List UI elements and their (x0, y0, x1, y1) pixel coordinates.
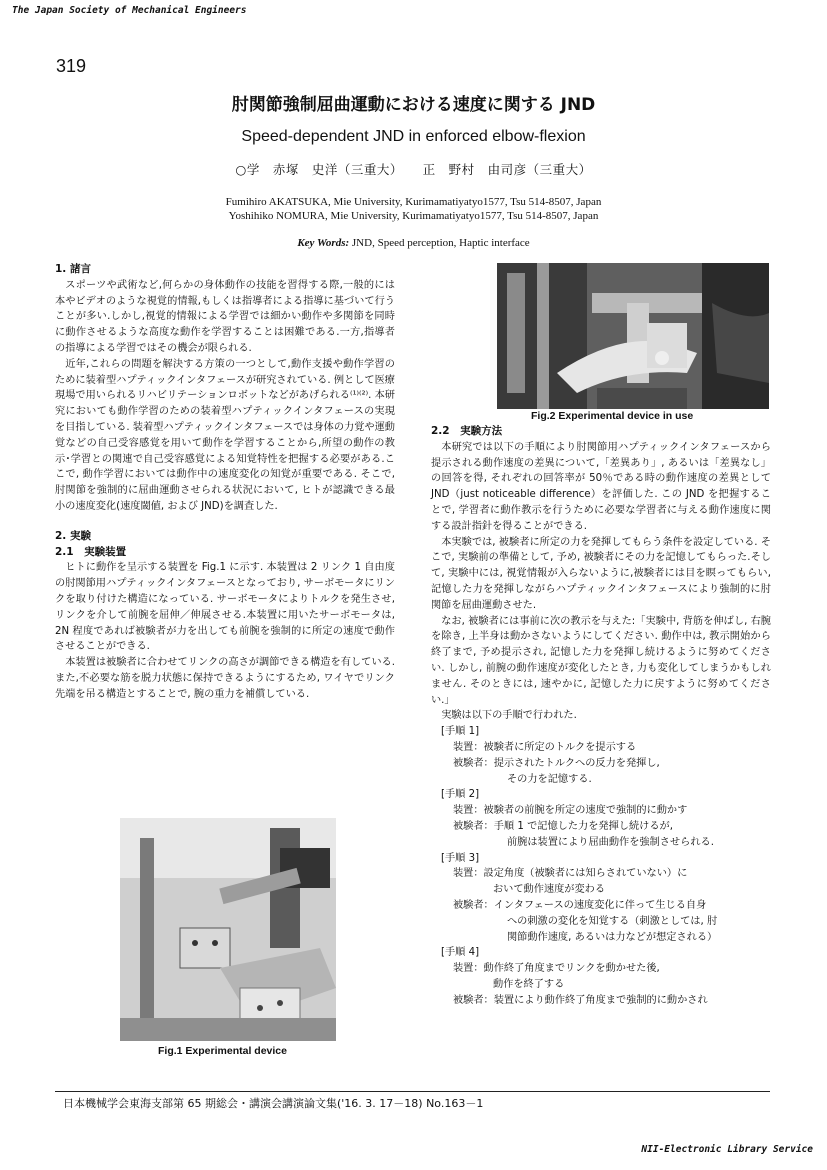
fig1-illustration (120, 818, 336, 1041)
section-2-1-paragraph-1: ヒトに動作を呈示する装置を Fig.1 に示す. 本装置は 2 リンク 1 自由度の肘関節用ハプティックインタフェースとなっており, サーボモータにリンクを取り付けた構造になっている. サーボモータによりトルクを発生させ, リンクを介して前腕を屈伸／伸展させる.本装置に用いたサーボモータは, 2N 程度であれば被験者が力を出しても前腕を強制的に所定の速度で動作させることができる. (55, 562, 395, 653)
section-1-paragraph-1: スポーツや武術など,何らかの身体動作の技能を習得する際,一般的には本やビデオのような視覚的情報,もしくは指導者による指導に基づいて行うことが多い.しかし,視覚的情報による学習では細かい動作や多関節を同時に動作させるような高度な動作を学習することは困難である.一方,指導者の指導による学習ではその機会が限られる. (55, 279, 395, 354)
procedure-step-line: 被験者：装置により動作終了角度まで強制的に動かされ (453, 994, 708, 1006)
procedure-step-line: 被験者：手順 1 で記憶した力を発揮し続けるが, (453, 820, 673, 832)
section-2-heading: 2. 実験 (55, 529, 91, 542)
procedure-step-heading: [手順 3] (441, 852, 480, 864)
right-column (431, 424, 771, 1008)
procedure-step-line: 被験者：インタフェースの速度変化に伴って生じる自身 (453, 899, 707, 911)
procedure-step-line: 被験者：提示されたトルクへの反力を発揮し, (453, 757, 660, 769)
procedure-step-line: おいて動作速度が変わる (493, 884, 606, 896)
nii-footer: NII-Electronic Library Service (641, 1144, 813, 1155)
author-line: ○学 赤塚 史洋（三重大） 正 野村 由司彦（三重大） (235, 162, 592, 177)
procedure-step (431, 724, 771, 787)
affiliation-1: Fumihiro AKATSUKA, Mie University, Kurimamatiyatyo1577, Tsu 514-8507, Japan (225, 196, 602, 208)
procedure-step-line: その力を記憶する. (507, 773, 592, 785)
procedure-step-line: 装置：設定角度（被験者には知らされていない）に (453, 868, 688, 880)
procedure-step-line: 装置：被験者に所定のトルクを提示する (453, 741, 637, 753)
figure-2-photo (497, 263, 769, 409)
section-1-paragraph-2: 近年,これらの問題を解決する方策の一つとして,動作支援や動作学習のために装着型ハプティックインタフェースが研究されている. 例として医療現場で用いられるリハビリテーションロボットなどがあげられる⁽¹⁾⁽²⁾. 本研究においても動作学習のための装着型ハプティックインタフェースの実現を目指している. 装着型ハプティックインタフェースでは身体の力覚や運動覚などの自己受容感覚を用いて動作を学習することから,所望の動作の教示･学習との関連で自己受容感覚による知覚特性を把握する必要がある.ここで, 動作学習においては動作中の速度変化の知覚が重要である. そこで, 肘関節を強制的に屈曲運動させられる状況において, ヒトが認識できる最小の速度変化(速度閾値, および JND)を調査した. (55, 358, 395, 512)
footer-rule (55, 1091, 770, 1092)
society-header: The Japan Society of Mechanical Engineers (12, 5, 247, 16)
procedure-step-line: への刺激の変化を知覚する（刺激としては, 肘 (507, 915, 718, 927)
section-2-2-heading: 2.2 実験方法 (431, 425, 503, 437)
procedure-step-line: 装置：被験者の前腕を所定の速度で強制的に動かす (453, 805, 688, 817)
section-1-heading: 1. 諸言 (55, 263, 91, 275)
title-japanese: 肘関節強制屈曲運動における速度に関する JND (231, 95, 596, 115)
procedure-step-line: 前腕は装置により屈曲動作を強制させられる. (507, 836, 714, 848)
procedure-step-heading: [手順 2] (441, 789, 480, 801)
procedure-step-heading: [手順 1] (441, 726, 480, 738)
section-2-1-paragraph-2: 本装置は被験者に合わせてリンクの高さが調節できる構造を有している.また,不必要な筋を脱力状態に保持できるようにするため, ワイヤでリンク先端を吊る構造とすることで, 腕の重力を補償している. (55, 657, 395, 700)
keywords-label: Key Words: (297, 237, 350, 249)
figure-1-caption: Fig.1 Experimental device (158, 1045, 287, 1057)
fig2-illustration (497, 263, 769, 409)
page-number: 319 (56, 56, 87, 76)
section-2-2-paragraph-3: なお, 被験者には事前に次の教示を与えた:「実験中, 背筋を伸ばし, 右腕を除き, 上半身は動かさないようにしてください. 動作中は, 教示開始から終了まで, 予め提示され, 記憶した力を発揮し続けるように努めてください. しかし, 前腕の動作速度が変化したとき, 力も変化してしまうかもしれません. そのときには, 速やかに, 記憶した力に戻すように努めてください.」 (431, 615, 771, 706)
keywords (0, 237, 827, 249)
section-2-1-heading: 2.1 実験装置 (55, 545, 127, 558)
figure-1-photo (120, 818, 336, 1041)
section-2-2-paragraph-2: 本実験では, 被験者に所定の力を発揮してもらう条件を設定している. そこで, 実験前の準備として, 予め, 被験者にその力を記憶してもらった.そして, 実験中には, 視覚情報が入らないように,被験者には目を瞑ってもらい,記憶した力を発揮しながらハプティックインタフェースにより強制的に肘関節を屈曲運動させた. (431, 536, 771, 611)
left-column (55, 262, 395, 703)
proceedings-footer: 日本機械学会東海支部第 65 期総会・講演会講演論文集('16. 3. 17－18) No.163－1 (63, 1097, 484, 1110)
affiliation-2: Yoshihiko NOMURA, Mie University, Kurimamatiyatyo1577, Tsu 514-8507, Japan (228, 210, 599, 222)
procedure-step (431, 851, 771, 946)
procedure-step (431, 787, 771, 850)
affiliations (0, 195, 827, 223)
title-english: Speed-dependent JND in enforced elbow-flexion (241, 128, 586, 145)
procedure-step-line: 装置：動作終了角度までリンクを動かせた後, (453, 963, 660, 975)
section-2-2-paragraph-1: 本研究では以下の手順により肘関節用ハプティックインタフェースから提示される動作速度の差異について,「差異あり」, あるいは「差異なし」の回答を得, それぞれの回答率が 50％である時の動作速度の差異として JND（just noticeable difference）を評価した. この JND を把握することで, 学習者に動作教示を行うために必要な学習者に与える動作速度に関する設計指針を得ることができる. (431, 441, 771, 532)
figure-2-caption: Fig.2 Experimental device in use (531, 410, 694, 422)
keywords-text: JND, Speed perception, Haptic interface (349, 237, 530, 249)
procedure-steps (431, 724, 771, 1008)
procedure-step (431, 945, 771, 1008)
section-2-2-paragraph-4: 実験は以下の手順で行われた. (441, 710, 577, 722)
procedure-step-line: 動作を終了する (493, 978, 565, 990)
procedure-step-line: 関節動作速度, あるいは力などが想定される） (507, 931, 718, 943)
procedure-step-heading: [手順 4] (441, 947, 480, 959)
